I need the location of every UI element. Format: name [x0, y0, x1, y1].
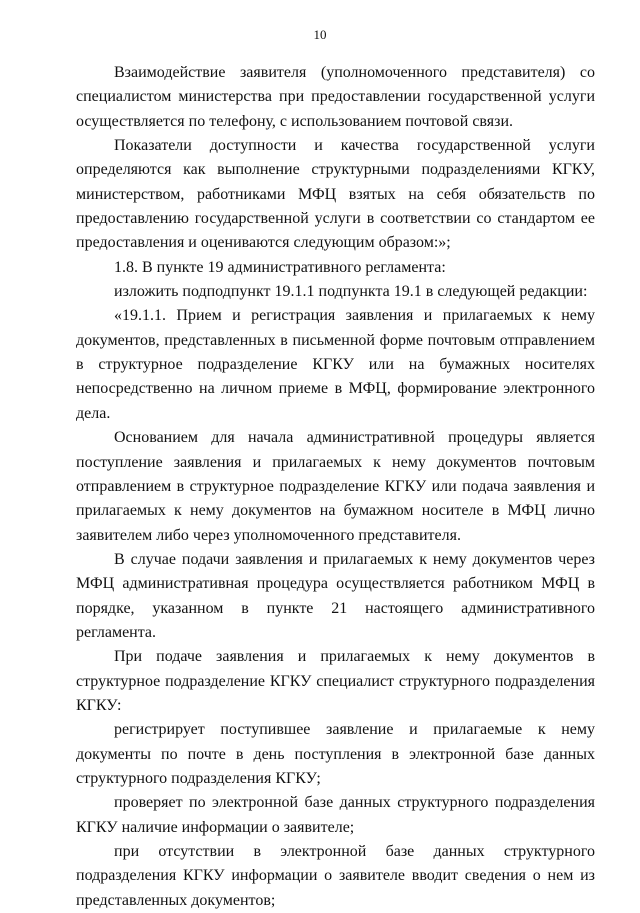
- paragraph-kgku-submission: При подаче заявления и прилагаемых к нему документов в структурное подразделение КГКУ специалист структурного подразделения КГКУ:: [76, 648, 595, 714]
- paragraph-mfc-submission: В случае подачи заявления и прилагаемых к нему документов через МФЦ административная процедура осуществляется работником МФЦ в порядке, указанном в пункте 21 настоящего административного регламента.: [76, 550, 595, 641]
- page-number: 10: [313, 27, 327, 42]
- paragraph-interaction-method: Взаимодействие заявителя (уполномоченного представителя) со специалистом министерства при предоставлении государственной услуги осуществляется по телефону, с использованием почтовой связи.: [76, 64, 595, 130]
- paragraph-amend-instruction: изложить подподпункт 19.1.1 подпункта 19.1 в следующей редакции:: [114, 283, 588, 301]
- document-body: [76, 61, 595, 913]
- paragraph-19-1-1: «19.1.1. Прием и регистрация заявления и прилагаемых к нему документов, представленных в письменной форме почтовым отправлением в структурное подразделение КГКУ или на бумажных носителях непосредственно на личном приеме в МФЦ, формирование электронного дела.: [76, 307, 595, 422]
- paragraph-registers: регистрирует поступившее заявление и прилагаемые к нему документы по почте в день поступления в электронной базе данных структурного подразделения КГКУ;: [76, 721, 595, 787]
- paragraph-clause-1-8: 1.8. В пункте 19 административного регламента:: [114, 258, 446, 276]
- paragraph-enters-data: при отсутствии в электронной базе данных структурного подразделения КГКУ информации о заявителе вводит сведения о нем из представленных документов;: [76, 843, 595, 909]
- paragraph-quality-indicators: Показатели доступности и качества государственной услуги определяются как выполнение структурными подразделениями КГКУ, министерством, работниками МФЦ взятых на себя обязательств по предоставлению государственной услуги в соответствии со стандартом ее предоставления и оцениваются следующим образом:»;: [76, 137, 595, 252]
- paragraph-grounds: Основанием для начала административной процедуры является поступление заявления и прилагаемых к нему документов почтовым отправлением в структурное подразделение КГКУ или подача заявления и прилагаемых к нему документов на бумажном носителе в МФЦ лично заявителем либо через уполномоченного представителя.: [76, 429, 595, 544]
- paragraph-checks: проверяет по электронной базе данных структурного подразделения КГКУ наличие информации о заявителе;: [76, 794, 595, 836]
